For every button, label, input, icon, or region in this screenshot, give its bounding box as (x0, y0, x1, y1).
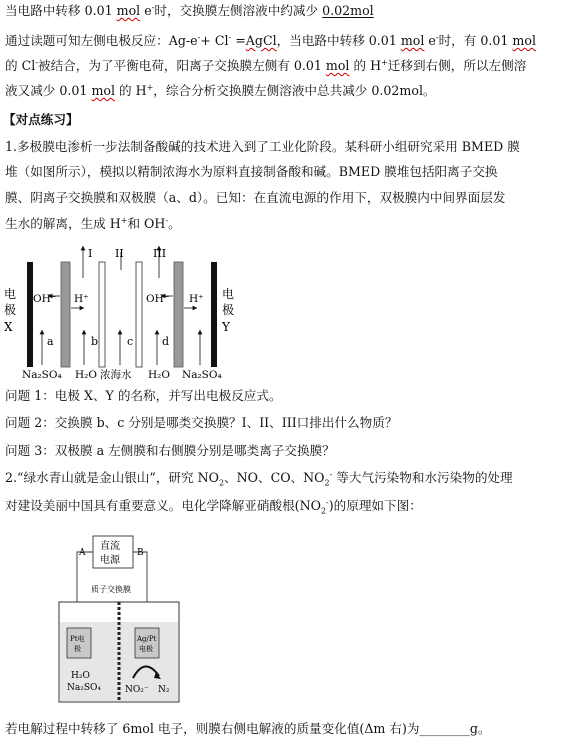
h-label-left: H⁺ (74, 293, 89, 305)
superscript: - (329, 469, 333, 479)
formula-agcl: AgCl (245, 33, 277, 48)
right-species-nitrite: NO₂⁻ (125, 685, 149, 695)
outlet-2-label: II (115, 247, 124, 260)
subscript: 2 (324, 478, 330, 488)
text: 的 H (349, 58, 382, 73)
membrane-label: 质子交换膜 (91, 585, 131, 594)
text: g。 (469, 721, 491, 736)
text: 对建设美丽中国具有重要意义。电化学降解亚硝酸根(NO (5, 498, 321, 513)
text: 生水的解离，生成 H (5, 216, 121, 231)
final-question (5, 720, 491, 737)
feed-water-right: H₂O (148, 369, 170, 381)
question-1-line-2: 堆（如图所示），模拟以精制浓海水为原料直接制备酸和碱。BMED 膜堆包括阳离子交换 (5, 164, 498, 179)
text: 时，交换膜左侧溶液中约减少 (154, 3, 323, 18)
feed-na2so4-left: Na₂SO₄ (22, 369, 62, 381)
bmed-diagram (0, 240, 260, 385)
text: 迁移到右侧，所以左侧溶 (387, 58, 527, 73)
terminal-b-label: B (137, 548, 144, 558)
superscript: - (151, 2, 155, 12)
question-1-line-1: 1.多极膜电渗析一步法制备酸碱的技术进入到了工业化阶段。某科研小组研究采用 BMED 膜 (5, 139, 520, 154)
text: 液又减少 0.01 (5, 83, 92, 98)
electrode-x (27, 262, 33, 367)
ag-pt-label-1: Ag/Pt (137, 635, 157, 643)
text: 和 OH (127, 216, 166, 231)
h-label-right: H⁺ (189, 293, 204, 305)
unit-mol: mol (91, 83, 115, 98)
text: 。 (168, 216, 181, 231)
text: e (424, 33, 436, 48)
membrane-a-label: a (47, 335, 54, 348)
electrode-y-label-1: 电 (222, 287, 235, 301)
answer-unit: mol (350, 3, 374, 18)
power-label-1: 直流 (100, 541, 120, 552)
oh-label-right: OH⁻ (146, 293, 170, 305)
feed-water-left: H₂O (75, 369, 97, 381)
text: = (231, 33, 246, 48)
superscript: - (435, 32, 439, 42)
unit-mol: mol (116, 3, 141, 18)
terminal-a-label: A (79, 548, 86, 558)
pt-electrode-label-1: Pt电 (70, 635, 85, 643)
electrode-x-label-1: 电 (4, 287, 17, 301)
text: 时，有 0.01 (438, 33, 513, 48)
membrane-b-label: b (91, 335, 99, 348)
text-line-4 (5, 82, 436, 99)
superscript: + (120, 215, 128, 225)
superscript: - (326, 497, 329, 507)
left-solution-water: H₂O (71, 671, 90, 681)
superscript: - (197, 32, 201, 42)
text: 通过读题可知左侧电极反应：Ag-e (5, 33, 198, 48)
ag-pt-electrode (135, 628, 159, 658)
unit-mol: mol (325, 58, 350, 73)
text: 的 Cl (5, 58, 36, 73)
question-1-line-3: 膜、阴离子交换膜和双极膜（a、d）。已知：在直流电源的作用下，双极膜内中间界面层发 (5, 190, 506, 205)
membrane-c (136, 262, 142, 367)
problem-3: 问题 3：双极膜 a 左侧膜和右侧膜分别是哪类离子交换膜？ (5, 443, 335, 458)
text: ，综合分析交换膜左侧溶液中总共减少 0.02mol。 (153, 83, 436, 98)
problem-2: 问题 2：交换膜 b、c 分别是哪类交换膜？I、II、III口排出什么物质？ (5, 415, 398, 430)
superscript: + (146, 82, 154, 92)
superscript: - (228, 32, 232, 42)
unit-mol: mol (512, 33, 536, 48)
ag-pt-label-2: 电极 (139, 645, 153, 653)
electrolysis-diagram (55, 530, 195, 710)
subscript: 2 (218, 478, 225, 488)
electrode-y (211, 262, 217, 367)
text-line-1 (5, 2, 374, 19)
text: 2.“绿水青山就是金山银山”，研究 NO (5, 470, 219, 485)
electrode-x-label-3: X (4, 320, 13, 334)
question-1-line-4 (5, 215, 181, 232)
unit-mol: mol (400, 33, 425, 48)
outlet-1-label: I (88, 247, 93, 260)
electrode-y-label-3: Y (222, 320, 230, 334)
feed-na2so4-right: Na₂SO₄ (182, 369, 222, 381)
power-label-2: 电源 (100, 555, 120, 566)
superscript: - (35, 57, 38, 67)
outlet-3-label: III (153, 247, 167, 260)
feed-seawater: 浓海水 (100, 369, 132, 381)
text: ，当电路中转移 0.01 (276, 33, 401, 48)
text: 等大气污染物和水污染物的处理 (332, 470, 513, 485)
text: 被结合，为了平衡电荷，阳离子交换膜左侧有 0.01 (37, 58, 326, 73)
bipolar-membrane-a (61, 262, 70, 367)
section-heading: 【对点练习】 (3, 112, 79, 127)
problem-1: 问题 1：电极 X、Y 的名称，并写出电极反应式。 (5, 388, 282, 403)
text: e (140, 3, 152, 18)
text: 当电路中转移 0.01 (5, 3, 117, 18)
text: 若电解过程中转移了 6mol 电子，则膜右侧电解液的质量变化值(Δm 右)为 (5, 721, 420, 736)
pt-electrode-label-2: 极 (74, 645, 81, 653)
oh-label-left: OH⁻ (33, 293, 57, 305)
subscript: 2 (320, 506, 327, 516)
electrode-y-label-2: 极 (222, 303, 235, 317)
text-line-3 (5, 57, 526, 74)
pt-electrode (67, 628, 91, 658)
superscript: + (381, 57, 388, 67)
text-line-2 (5, 32, 536, 49)
membrane-b (99, 262, 105, 367)
electrode-x-label-2: 极 (4, 303, 17, 317)
text: 的 H (115, 83, 147, 98)
question-2-line-2 (5, 497, 422, 514)
membrane-c-label: c (127, 335, 134, 348)
bipolar-membrane-d (174, 262, 183, 367)
question-2-line-1 (5, 469, 513, 486)
superscript: - (165, 215, 169, 225)
text: + Cl (200, 33, 229, 48)
right-species-n2: N₂ (158, 685, 170, 695)
answer-blank[interactable]: ________ (419, 721, 470, 736)
text: )的原理如下图： (328, 498, 422, 513)
left-solution-na2so4: Na₂SO₄ (67, 683, 102, 693)
answer-value: 0.02 (322, 3, 351, 18)
text: 、NO、CO、NO (224, 470, 325, 485)
membrane-d-label: d (162, 335, 170, 348)
